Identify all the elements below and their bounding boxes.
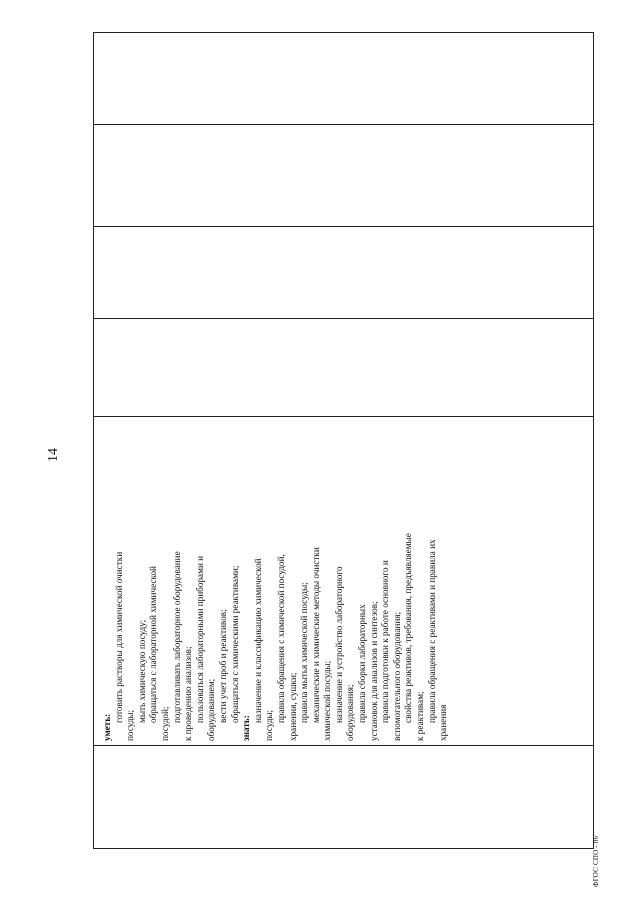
text-line: вспомогательного оборудования; — [391, 611, 402, 741]
text-line: правила сборки лабораторных — [357, 604, 368, 723]
text-line: вести учет проб и реактивов; — [217, 609, 228, 723]
table-column-index — [94, 745, 593, 848]
table-column-competence-codes — [94, 33, 593, 124]
text-line: установок для анализов и синтезов; — [368, 601, 379, 741]
text-line: оборудованием; — [206, 678, 217, 741]
text-line: пользоваться лабораторными приборами и — [194, 555, 205, 723]
text-line: механические и химические методы очистки — [310, 547, 321, 723]
table-column-hours-max — [94, 318, 593, 416]
competencies-text — [102, 419, 450, 741]
text-line: правила подготовки к работе основного и — [380, 560, 391, 723]
text-line: мыть химическую посуду; — [136, 619, 147, 723]
text-line: посуды; — [125, 709, 136, 741]
section-heading: уметь: — [102, 713, 112, 741]
curriculum-table — [93, 32, 594, 849]
text-line: правила обращения с реактивами и правила их — [426, 539, 437, 723]
text-line: оборудования; — [345, 684, 356, 741]
table-column-content — [94, 416, 593, 745]
text-line: посудой; — [159, 706, 170, 741]
text-line: свойства реактивов, требования, предъявляемые — [403, 533, 414, 723]
text-line: готовить растворы для химической очистки — [113, 551, 124, 723]
footer-code: ФГОС СПО - 06 — [592, 835, 600, 887]
text-line: обращаться с лабораторной химической — [148, 566, 159, 723]
text-line: посуды; — [264, 709, 275, 741]
text-line: хранения, сушки; — [287, 672, 298, 741]
table-column-discipline — [94, 124, 593, 226]
text-line: назначение и устройство лабораторного — [333, 566, 344, 723]
section-heading: знать: — [241, 715, 252, 741]
text-line: правила мытья химической посуды; — [299, 582, 310, 723]
text-line: обращаться с химическими реактивами; — [229, 565, 240, 723]
text-line: назначение и классификацию химической — [252, 558, 263, 723]
table-column-hours-class — [94, 226, 593, 318]
text-line: химической посуды; — [322, 660, 333, 741]
text-line: к реактивам; — [415, 691, 426, 741]
text-line: к проведению анализов; — [183, 646, 194, 741]
page-number: 14 — [46, 448, 61, 462]
text-line: хранения — [438, 704, 449, 741]
text-line: правила обращения с химической посудой, — [275, 554, 286, 723]
text-line: подготавливать лабораторное оборудование — [171, 551, 182, 723]
